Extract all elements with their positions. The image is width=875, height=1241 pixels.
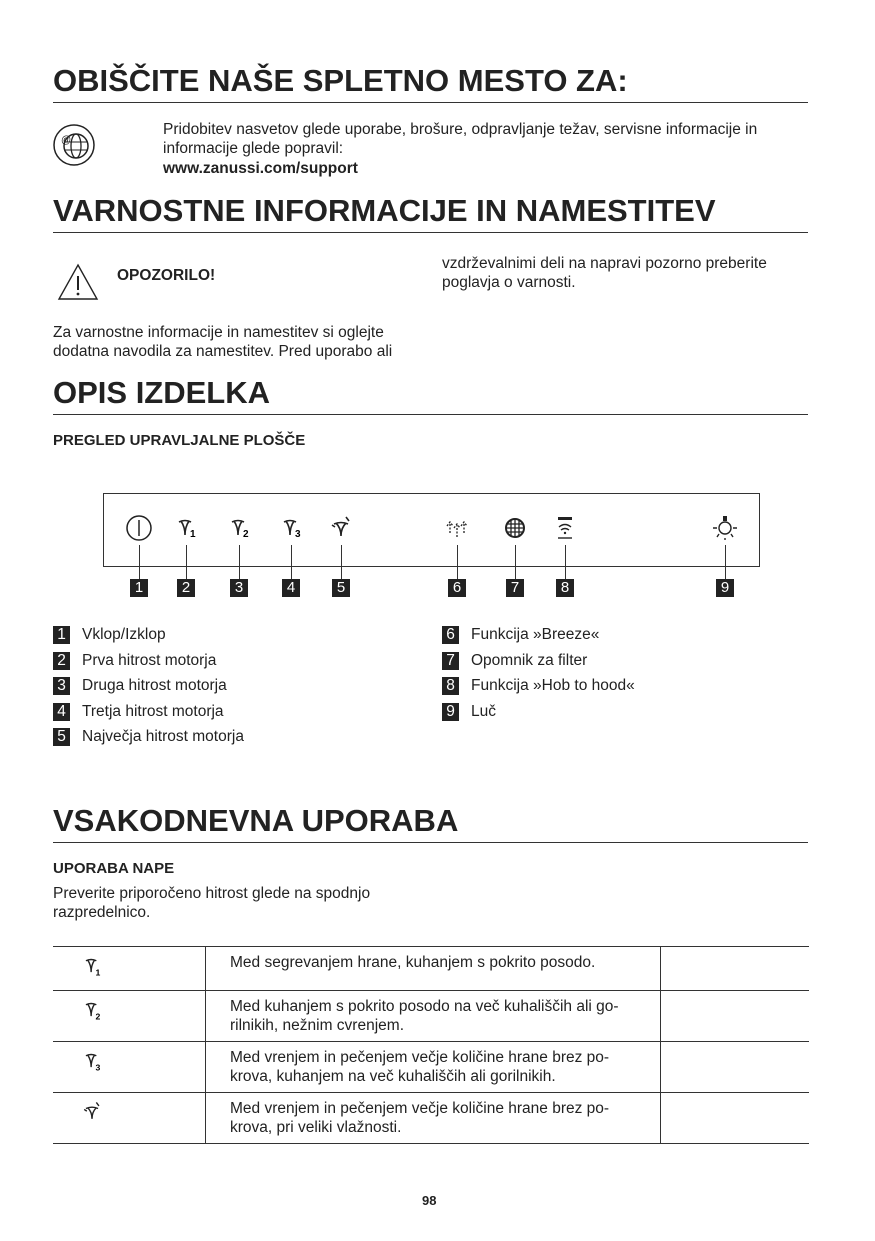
svg-text:@: @ [61,135,72,146]
fan-speed-3-icon [77,1048,107,1074]
legend-item: 2 Prva hitrost motorja [53,652,216,670]
table-row [53,947,809,991]
table-row [53,1042,809,1093]
panel-number: 7 [506,579,524,597]
table-cell: Med kuhanjem s pokrito posodo na več kuhališčih ali go-rilnikih, nežnim cvrenjem. [206,991,661,1042]
legend-item: 7 Opomnik za filter [442,652,587,670]
light-icon [710,513,740,543]
hood-use-subtitle: UPORABA NAPE [53,860,175,877]
heading-daily-use: VSAKODNEVNA UPORABA [53,804,808,843]
safety-text-right: vzdrževalnimi deli na napravi pozorno preberite poglavja o varnosti. [442,255,767,291]
legend-item: 1 Vklop/Izklop [53,626,166,644]
support-link[interactable]: www.zanussi.com/support [163,160,358,177]
panel-number: 3 [230,579,248,597]
svg-text:1: 1 [190,529,196,540]
panel-number: 5 [332,579,350,597]
panel-number: 4 [282,579,300,597]
fan-speed-3-icon [276,513,306,543]
visit-text: Pridobitev nasvetov glede uporabe, brošure, odpravljanje težav, servisne informacije in informacije glede popravil: [163,121,758,157]
panel-number: 1 [130,579,148,597]
svg-text:3: 3 [295,529,301,540]
panel-number: 9 [716,579,734,597]
heading-safety: VARNOSTNE INFORMACIJE IN NAMESTITEV [53,194,808,233]
page-number: 98 [422,1193,437,1208]
legend-item: 3 Druga hitrost motorja [53,677,227,695]
svg-text:2: 2 [243,529,249,540]
hood-use-text: Preverite priporočeno hitrost glede na spodnjo razpredelnico. [53,885,371,921]
fan-speed-2-icon [77,997,107,1023]
fan-boost-icon [77,1099,107,1125]
warning-label: OPOZORILO! [117,267,216,284]
fan-speed-1-icon [171,513,201,543]
fan-speed-1-icon [77,953,107,979]
fan-boost-icon [326,513,356,543]
control-panel-diagram [103,493,760,567]
table-row [53,1093,809,1144]
legend-item: 6 Funkcija »Breeze« [442,626,599,644]
globe-web-icon [52,123,96,167]
legend-item: 8 Funkcija »Hob to hood« [442,677,635,695]
safety-text-left: Za varnostne informacije in namestitev si oglejte dodatna navodila za namestitev. Pred uporabo ali [53,324,393,360]
power-icon [124,513,154,543]
svg-text:1: 1 [95,967,101,978]
panel-number: 2 [177,579,195,597]
svg-text:3: 3 [95,1062,101,1073]
heading-product: OPIS IZDELKA [53,376,808,415]
panel-number: 8 [556,579,574,597]
table-row [53,991,809,1042]
svg-text:2: 2 [95,1011,101,1022]
breeze-icon [442,513,472,543]
control-panel-subtitle: PREGLED UPRAVLJALNE PLOŠČE [53,432,306,449]
hob-to-hood-icon [550,513,580,543]
heading-visit: OBIŠČITE NAŠE SPLETNO MESTO ZA: [53,64,808,103]
panel-number: 6 [448,579,466,597]
warning-icon [57,262,99,302]
legend-item: 4 Tretja hitrost motorja [53,703,224,721]
filter-grid-icon [500,513,530,543]
fan-speed-2-icon [224,513,254,543]
table-cell: Med vrenjem in pečenjem večje količine hrane brez po-krova, pri veliki vlažnosti. [206,1093,661,1144]
legend-item: 5 Največja hitrost motorja [53,728,244,746]
table-cell: Med vrenjem in pečenjem večje količine hrane brez po-krova, kuhanjem na več kuhališčih ali gorilnikih. [206,1042,661,1093]
speed-table [53,946,809,1144]
table-cell: Med segrevanjem hrane, kuhanjem s pokrito posodo. [206,947,661,991]
legend-item: 9 Luč [442,703,496,721]
